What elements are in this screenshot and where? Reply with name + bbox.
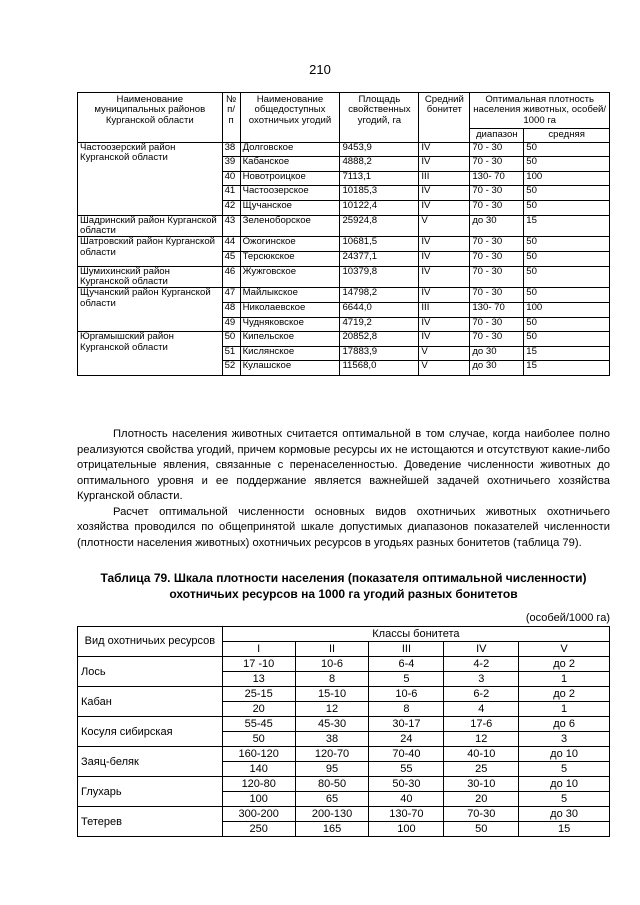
header-range: диапазон: [470, 129, 524, 142]
species-cell: Кабан: [78, 687, 223, 717]
avg-cell: 38: [295, 732, 369, 747]
ground-cell: Кипельское: [240, 332, 340, 347]
avg-cell: 50: [524, 317, 610, 332]
table-row: [78, 237, 610, 252]
range-cell: 70 - 30: [470, 142, 524, 157]
ground-cell: Терсюкское: [240, 252, 340, 267]
avg-cell: 50: [524, 252, 610, 267]
avg-cell: 1: [519, 702, 610, 717]
area-cell: 10122,4: [340, 201, 419, 216]
num-cell: 40: [222, 171, 240, 186]
num-cell: 50: [222, 332, 240, 347]
bonitet-cell: IV: [419, 332, 470, 347]
bonitet-cell: V: [419, 215, 470, 237]
bonitet-cell: IV: [419, 288, 470, 303]
header-avg: средняя: [524, 129, 610, 142]
ground-cell: Чудняковское: [240, 317, 340, 332]
range-cell: 70 - 30: [470, 186, 524, 201]
species-cell: Глухарь: [78, 777, 223, 807]
area-cell: 4719,2: [340, 317, 419, 332]
range-cell: 10-6: [369, 687, 444, 702]
header-district: Наименование муниципальных районов Курганской области: [78, 93, 223, 143]
avg-cell: 1: [519, 672, 610, 687]
ground-cell: Кабанское: [240, 157, 340, 172]
range-cell: 45-30: [295, 717, 369, 732]
num-cell: 47: [222, 288, 240, 303]
avg-cell: 50: [524, 237, 610, 252]
table-row: [78, 288, 610, 303]
range-cell: до 2: [519, 687, 610, 702]
range-cell: 70 - 30: [470, 237, 524, 252]
range-cell: 70 - 30: [470, 317, 524, 332]
range-cell: 17 -10: [222, 657, 295, 672]
range-cell: 70 - 30: [470, 266, 524, 288]
avg-cell: 3: [519, 732, 610, 747]
range-cell: 70 - 30: [470, 157, 524, 172]
avg-cell: 95: [295, 762, 369, 777]
table-row: [78, 266, 610, 288]
range-cell: 200-130: [295, 807, 369, 822]
avg-cell: 12: [444, 732, 519, 747]
ground-cell: Частоозерское: [240, 186, 340, 201]
avg-cell: 20: [444, 792, 519, 807]
area-cell: 10681,5: [340, 237, 419, 252]
num-cell: 43: [222, 215, 240, 237]
ground-cell: Новотроицкое: [240, 171, 340, 186]
range-cell: 15-10: [295, 687, 369, 702]
area-cell: 14798,2: [340, 288, 419, 303]
header-ground: Наименование общедоступных охотничьих угодий: [240, 93, 340, 143]
range-cell: 70 - 30: [470, 201, 524, 216]
range-cell: 70-30: [444, 807, 519, 822]
range-cell: 4-2: [444, 657, 519, 672]
header-num: № п/п: [222, 93, 240, 143]
area-cell: 20852,8: [340, 332, 419, 347]
range-cell: 6-2: [444, 687, 519, 702]
range-cell: 120-80: [222, 777, 295, 792]
range-cell: 30-10: [444, 777, 519, 792]
header-bonitet: Средний бонитет: [419, 93, 470, 143]
avg-cell: 40: [369, 792, 444, 807]
avg-cell: 50: [222, 732, 295, 747]
ground-cell: Зеленоборское: [240, 215, 340, 237]
ground-cell: Кулашское: [240, 361, 340, 376]
ground-cell: Кислянское: [240, 346, 340, 361]
avg-cell: 8: [369, 702, 444, 717]
district-cell: Частоозерский район Курганской области: [78, 142, 223, 215]
area-cell: 10185,3: [340, 186, 419, 201]
range-cell: до 30: [470, 215, 524, 237]
bonitet-cell: IV: [419, 317, 470, 332]
class-header: III: [369, 642, 444, 657]
range-cell: до 2: [519, 657, 610, 672]
hunting-grounds-body: [78, 142, 610, 375]
table-row: [78, 717, 610, 732]
table-row: [78, 687, 610, 702]
avg-cell: 8: [295, 672, 369, 687]
num-cell: 46: [222, 266, 240, 288]
bonitet-cell: III: [419, 171, 470, 186]
avg-cell: 140: [222, 762, 295, 777]
page-number: 210: [309, 62, 331, 77]
ground-cell: Щучанское: [240, 201, 340, 216]
area-cell: 9453,9: [340, 142, 419, 157]
table-row: [78, 142, 610, 157]
area-cell: 17883,9: [340, 346, 419, 361]
avg-cell: 50: [524, 201, 610, 216]
avg-cell: 15: [524, 361, 610, 376]
table-79-caption: Таблица 79. Шкала плотности населения (показателя оптимальной численности) охотничьих ресурсов на 1000 га угодий разных бонитетов: [100, 571, 587, 601]
range-cell: 70 - 30: [470, 332, 524, 347]
district-cell: Шатровский район Курганской области: [78, 237, 223, 266]
text-block: [77, 427, 610, 551]
avg-cell: 100: [524, 171, 610, 186]
num-cell: 39: [222, 157, 240, 172]
class-header: IV: [444, 642, 519, 657]
district-cell: Щучанский район Курганской области: [78, 288, 223, 332]
species-cell: Косуля сибирская: [78, 717, 223, 747]
avg-cell: 20: [222, 702, 295, 717]
num-cell: 51: [222, 346, 240, 361]
avg-cell: 250: [222, 822, 295, 837]
density-scale-body: [78, 657, 610, 837]
range-cell: 120-70: [295, 747, 369, 762]
class-header: II: [295, 642, 369, 657]
range-cell: 70-40: [369, 747, 444, 762]
header-species: Вид охотничьих ресурсов: [78, 627, 223, 657]
avg-cell: 50: [524, 266, 610, 288]
bonitet-cell: III: [419, 303, 470, 318]
avg-cell: 50: [524, 288, 610, 303]
hunting-grounds-table: [77, 92, 610, 376]
avg-cell: 50: [524, 157, 610, 172]
range-cell: до 10: [519, 747, 610, 762]
num-cell: 44: [222, 237, 240, 252]
species-cell: Лось: [78, 657, 223, 687]
ground-cell: Ожогинское: [240, 237, 340, 252]
range-cell: 6-4: [369, 657, 444, 672]
avg-cell: 65: [295, 792, 369, 807]
avg-cell: 15: [524, 215, 610, 237]
units-label: (особей/1000 га): [525, 612, 610, 624]
district-cell: Шадринский район Курганской области: [78, 215, 223, 237]
area-cell: 24377,1: [340, 252, 419, 267]
bonitet-cell: IV: [419, 252, 470, 267]
ground-cell: Долговское: [240, 142, 340, 157]
header-area: Площадь свойственных угодий, га: [340, 93, 419, 143]
range-cell: до 30: [470, 361, 524, 376]
range-cell: до 30: [519, 807, 610, 822]
bonitet-cell: V: [419, 361, 470, 376]
avg-cell: 50: [444, 822, 519, 837]
area-cell: 10379,8: [340, 266, 419, 288]
avg-cell: 100: [524, 303, 610, 318]
avg-cell: 5: [519, 762, 610, 777]
range-cell: 55-45: [222, 717, 295, 732]
table-row: [78, 747, 610, 762]
range-cell: 40-10: [444, 747, 519, 762]
avg-cell: 5: [369, 672, 444, 687]
range-cell: до 10: [519, 777, 610, 792]
class-header: I: [222, 642, 295, 657]
num-cell: 42: [222, 201, 240, 216]
avg-cell: 15: [524, 346, 610, 361]
header-density: Оптимальная плотность населения животных, особей/ 1000 га: [470, 93, 610, 129]
range-cell: 70 - 30: [470, 288, 524, 303]
area-cell: 11568,0: [340, 361, 419, 376]
range-cell: 130- 70: [470, 303, 524, 318]
species-cell: Заяц-беляк: [78, 747, 223, 777]
range-cell: 17-6: [444, 717, 519, 732]
num-cell: 48: [222, 303, 240, 318]
range-cell: 80-50: [295, 777, 369, 792]
range-cell: 300-200: [222, 807, 295, 822]
avg-cell: 15: [519, 822, 610, 837]
table-row: [78, 807, 610, 822]
ground-cell: Жужговское: [240, 266, 340, 288]
paragraph-1: Плотность населения животных считается оптимальной в том случае, когда наиболее полно реализуются свойства угодий, причем кормовые ресурсы их не истощаются и отсутствуют какие-либо отрицательные явления, связанные с перенаселенностью. Доведение численности животных до оптимального уровня и ее поддержание является важнейшей задачей охотничьего хозяйства Курганской области.: [77, 428, 610, 502]
bonitet-cell: IV: [419, 266, 470, 288]
range-cell: 130-70: [369, 807, 444, 822]
avg-cell: 24: [369, 732, 444, 747]
num-cell: 38: [222, 142, 240, 157]
table-row: [78, 777, 610, 792]
density-scale-table: [77, 626, 610, 837]
ground-cell: Николаевское: [240, 303, 340, 318]
table-row: [78, 657, 610, 672]
bonitet-cell: V: [419, 346, 470, 361]
paragraph-2: Расчет оптимальной численности основных видов охотничьих животных охотничьего хозяйства проводился по общепринятой шкале допустимых диапазонов показателей численности (плотности населения животных) охотничьих ресурсов в угодьях разных бонитетов (таблица 79).: [77, 505, 610, 549]
avg-cell: 13: [222, 672, 295, 687]
num-cell: 41: [222, 186, 240, 201]
bonitet-cell: IV: [419, 237, 470, 252]
ground-cell: Майлыкское: [240, 288, 340, 303]
class-header: V: [519, 642, 610, 657]
avg-cell: 100: [222, 792, 295, 807]
district-cell: Юргамышский район Курганской области: [78, 332, 223, 376]
avg-cell: 50: [524, 332, 610, 347]
range-cell: 10-6: [295, 657, 369, 672]
avg-cell: 25: [444, 762, 519, 777]
avg-cell: 100: [369, 822, 444, 837]
area-cell: 4888,2: [340, 157, 419, 172]
species-cell: Тетерев: [78, 807, 223, 837]
range-cell: 50-30: [369, 777, 444, 792]
num-cell: 45: [222, 252, 240, 267]
avg-cell: 3: [444, 672, 519, 687]
avg-cell: 165: [295, 822, 369, 837]
area-cell: 6644,0: [340, 303, 419, 318]
range-cell: 25-15: [222, 687, 295, 702]
bonitet-cell: IV: [419, 201, 470, 216]
avg-cell: 50: [524, 142, 610, 157]
avg-cell: 55: [369, 762, 444, 777]
avg-cell: 4: [444, 702, 519, 717]
num-cell: 49: [222, 317, 240, 332]
header-classes: Классы бонитета: [222, 627, 609, 642]
table-row: [78, 332, 610, 347]
range-cell: до 30: [470, 346, 524, 361]
bonitet-cell: IV: [419, 157, 470, 172]
area-cell: 7113,1: [340, 171, 419, 186]
avg-cell: 50: [524, 186, 610, 201]
range-cell: 160-120: [222, 747, 295, 762]
table-row: [78, 215, 610, 237]
bonitet-cell: IV: [419, 142, 470, 157]
district-cell: Шумихинский район Курганской области: [78, 266, 223, 288]
range-cell: до 6: [519, 717, 610, 732]
bonitet-cell: IV: [419, 186, 470, 201]
num-cell: 52: [222, 361, 240, 376]
range-cell: 30-17: [369, 717, 444, 732]
range-cell: 130- 70: [470, 171, 524, 186]
avg-cell: 12: [295, 702, 369, 717]
area-cell: 25924,8: [340, 215, 419, 237]
avg-cell: 5: [519, 792, 610, 807]
range-cell: 70 - 30: [470, 252, 524, 267]
